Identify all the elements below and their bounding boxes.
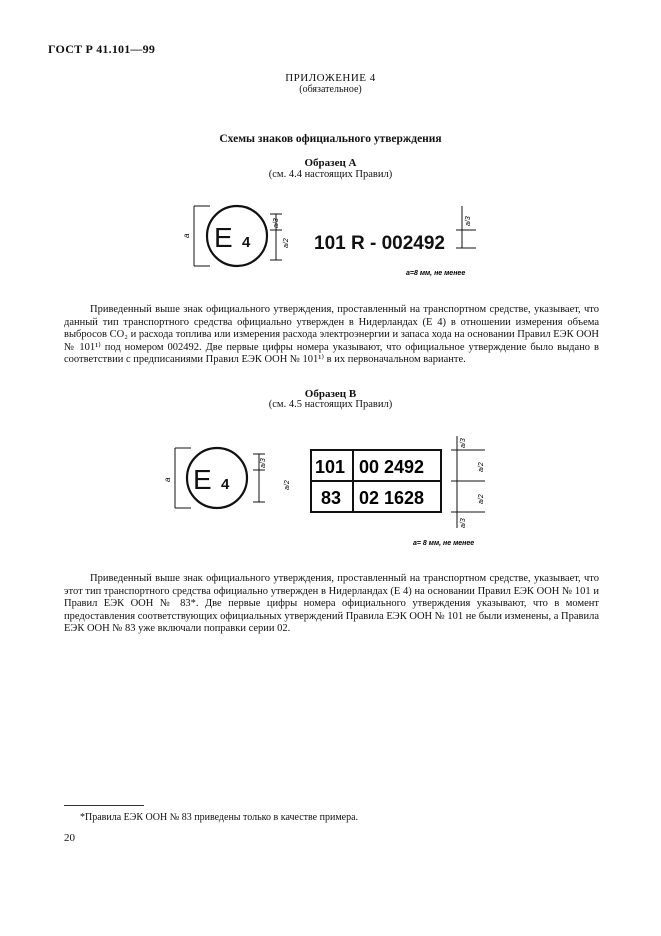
svg-text:a/2: a/2 — [478, 494, 485, 504]
svg-text:a/3: a/3 — [260, 458, 267, 468]
appendix-title: ПРИЛОЖЕНИЕ 4 — [285, 72, 376, 84]
svg-text:a/3: a/3 — [460, 518, 467, 528]
paragraph-2: Приведенный выше знак официального утверждения, проставленный на транспортном средстве, указывает, что этот тип транспортного средства официально утвержден в Нидерландах (Е 4) на основании Правил ЕЭК ООН № 101 и Правил ЕЭК ООН № 83*. Две первые цифры номера официального утверждения указывают, что в момент предоставления соответствующих официальных утверждений Правила ЕЭК ООН № 101 не были изменены, а Правила ЕЭК ООН № 83 уже включали поправки серии 02. — [64, 573, 599, 635]
page-number: 20 — [64, 832, 75, 844]
section-title: Схемы знаков официального утверждения — [219, 133, 442, 145]
table-r1c1: 101 — [315, 457, 346, 477]
e-mark-number: 4 — [242, 234, 251, 251]
appendix-status: (обязательное) — [299, 84, 362, 95]
svg-text:a/2: a/2 — [283, 238, 290, 248]
sample-a-title: Образец А — [304, 157, 357, 169]
table-r2c2: 02 1628 — [359, 488, 425, 508]
svg-text:a/2: a/2 — [478, 462, 485, 472]
document-code: ГОСТ Р 41.101—99 — [48, 42, 156, 56]
svg-text:a/3: a/3 — [465, 216, 472, 226]
table-r1c2: 00 2492 — [359, 457, 425, 477]
sample-b-reference: (см. 4.5 настоящих Правил) — [268, 399, 393, 410]
e-mark-letter: E — [214, 222, 233, 253]
dim-a-label: a — [182, 233, 191, 238]
svg-text:a/3: a/3 — [273, 218, 280, 228]
footnote-rule — [64, 805, 144, 806]
approval-mark-figure-b — [165, 432, 495, 552]
sample-b-title: Образец В — [304, 388, 357, 400]
dimension-note-b: a= 8 мм, не менее — [413, 540, 475, 547]
e-mark-letter-b: E — [193, 464, 212, 495]
approval-mark-figure-a — [180, 196, 490, 280]
sample-a-reference: (см. 4.4 настоящих Правил) — [268, 169, 393, 180]
paragraph-1: Приведенный выше знак официального утверждения, проставленный на транспортном средстве, указывает, что данный тип транспортного средства официально утвержден в Нидерландах (Е 4) в отношении измерения объема выбросов CO₂ и расхода топлива или измерения расхода электроэнергии и запаса хода на основании Правил ЕЭК ООН № 101¹⁾ под номером 002492. Две первые цифры номера указывают, что официальное утверждение было выдано в соответствии с предписаниями Правил ЕЭК ООН № 101¹⁾ в их первоначальном варианте. — [64, 304, 599, 366]
dimension-note-a: a=8 мм, не менее — [406, 270, 466, 277]
svg-text:a: a — [163, 477, 172, 482]
approval-number-text: 101 R - 002492 — [314, 233, 445, 254]
svg-text:a/2: a/2 — [284, 480, 291, 490]
table-r2c1: 83 — [321, 488, 342, 508]
footnote: *Правила ЕЭК ООН № 83 приведены только в качестве примера. — [80, 812, 359, 823]
svg-text:a/3: a/3 — [460, 438, 467, 448]
e-mark-number-b: 4 — [221, 476, 230, 493]
